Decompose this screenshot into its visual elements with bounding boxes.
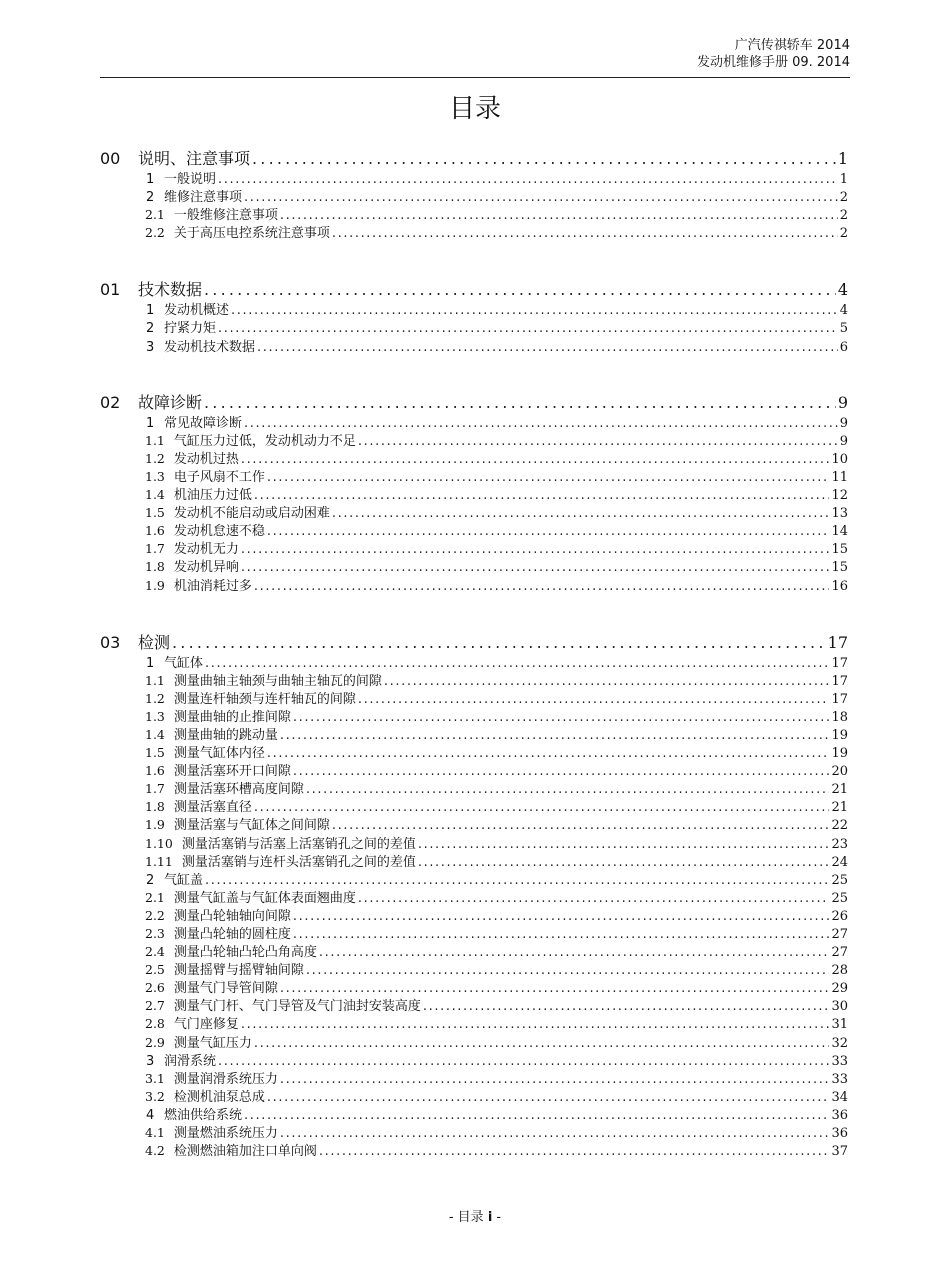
toc-leader-dots	[306, 782, 830, 796]
toc-page-number: 27	[831, 945, 848, 960]
toc-leader-dots	[241, 452, 830, 466]
toc-leader-dots	[231, 303, 838, 317]
toc-entry-label: 机油压力过低	[173, 488, 252, 503]
toc-leader-dots	[254, 1036, 830, 1050]
toc-entry-number: 1.6	[145, 523, 165, 539]
toc-entry-row[interactable]	[100, 1032, 848, 1050]
toc-section	[100, 390, 848, 593]
toc-leader-dots	[254, 579, 830, 593]
toc-entry-number: 2.2	[145, 225, 165, 241]
toc-entry-row[interactable]	[100, 796, 848, 814]
toc-entry-number: 2.7	[145, 998, 165, 1014]
toc-leader-dots	[418, 837, 830, 851]
toc-page-number: 30	[831, 999, 848, 1014]
toc-entry-label: 一般说明	[164, 172, 217, 187]
toc-leader-dots	[267, 1090, 830, 1104]
toc-section	[100, 277, 848, 353]
toc-entry-label: 测量气缸压力	[173, 1035, 252, 1050]
toc-section-number: 00	[100, 149, 121, 168]
toc-entry-label: 维修注意事项	[164, 190, 243, 205]
toc-leader-dots	[254, 800, 830, 814]
toc-entry-row[interactable]	[100, 1104, 848, 1122]
toc-section-row[interactable]	[100, 630, 848, 652]
page-title: 目录	[448, 94, 501, 124]
header-manual: 发动机维修手册 09. 2014	[696, 55, 850, 70]
toc-entry-label: 机油消耗过多	[173, 578, 252, 593]
toc-entry-label: 一般维修注意事项	[173, 208, 278, 223]
toc-entry-label: 测量活塞环槽高度间隙	[173, 782, 304, 797]
toc-entry-row[interactable]	[100, 1068, 848, 1086]
toc-leader-dots	[280, 728, 830, 742]
toc-entry-row[interactable]	[100, 760, 848, 778]
toc-entry-label: 发动机异响	[173, 560, 239, 575]
toc-entry-number: 1	[146, 303, 155, 318]
toc-page-number: 25	[831, 890, 848, 905]
toc-page-number: 4	[837, 280, 848, 300]
toc-entry-label: 测量摇臂与摇臂轴间隙	[173, 963, 304, 978]
toc-leader-dots	[241, 560, 830, 574]
toc-section-number: 02	[100, 392, 121, 412]
toc-page-number: 26	[831, 908, 848, 923]
toc-entry-number: 1.8	[145, 799, 165, 815]
toc-page-number: 2	[839, 208, 848, 223]
toc-entry-number: 2	[146, 190, 155, 205]
toc-section	[100, 146, 848, 240]
toc-page-number: 4	[839, 303, 848, 318]
toc-page-number: 24	[831, 854, 848, 869]
toc-page-number: 9	[837, 392, 848, 412]
toc-page-number: 16	[831, 578, 848, 593]
toc-leader-dots	[384, 674, 830, 688]
toc-leader-dots	[241, 542, 830, 556]
toc-leader-dots	[306, 963, 830, 977]
toc-entry-label: 发动机过热	[173, 451, 239, 466]
toc-entry-label: 测量凸轮轴凸轮凸角高度	[173, 945, 317, 960]
toc-leader-dots	[332, 506, 830, 520]
toc-entry-label: 测量曲轴主轴颈与曲轴主轴瓦的间隙	[173, 673, 382, 688]
toc-leader-dots	[332, 818, 830, 832]
toc-entry-row[interactable]	[100, 706, 848, 724]
toc-leader-dots	[252, 149, 836, 168]
toc-leader-dots	[218, 172, 838, 186]
toc-entry-row[interactable]	[100, 869, 848, 887]
toc-entry-row[interactable]	[100, 814, 848, 832]
footer-prefix: - 目录	[448, 1210, 488, 1225]
toc-entry-label: 测量燃油系统压力	[173, 1126, 278, 1141]
toc-entry-number: 3.2	[145, 1088, 165, 1104]
toc-entry-label: 检测机油泵总成	[173, 1089, 265, 1104]
toc-page-number: 17	[827, 632, 848, 652]
toc-page-number: 9	[839, 433, 848, 448]
toc-leader-dots	[204, 393, 836, 412]
toc-entry-number: 1.11	[145, 853, 173, 869]
toc-section-number: 03	[100, 632, 121, 652]
toc-leader-dots	[257, 340, 838, 354]
toc-entry-label: 气缸体	[164, 655, 204, 670]
toc-page-number: 27	[831, 927, 848, 942]
toc-entry-number: 1.2	[145, 690, 165, 706]
toc-entry-number: 1.4	[145, 487, 165, 503]
toc-entry-number: 1.7	[145, 781, 165, 797]
toc-entry-number: 1.10	[145, 835, 173, 851]
toc-entry-row[interactable]	[100, 724, 848, 742]
toc-entry-number: 1	[146, 172, 155, 187]
toc-entry-number: 1.6	[145, 763, 165, 779]
toc-entry-row[interactable]	[100, 887, 848, 905]
toc-entry-number: 2.1	[145, 207, 165, 223]
toc-entry-row[interactable]	[100, 905, 848, 923]
toc-page-number: 19	[831, 727, 848, 743]
toc-entry-number: 1.4	[145, 726, 165, 742]
toc-entry-number: 3	[146, 339, 155, 354]
toc-entry-number: 2	[146, 872, 155, 887]
toc-entry-label: 气缸压力过低，发动机动力不足	[173, 433, 356, 448]
toc-section-title: 故障诊断	[138, 392, 203, 412]
toc-entry-number: 4.1	[145, 1125, 165, 1141]
toc-entry-number: 2.1	[145, 889, 165, 905]
toc-entry-label: 关于高压电控系统注意事项	[173, 226, 330, 241]
footer-suffix: -	[492, 1210, 502, 1225]
toc-leader-dots	[280, 208, 838, 222]
toc-entry-row[interactable]	[100, 1013, 848, 1031]
toc-entry-label: 燃油供给系统	[164, 1107, 243, 1123]
toc-page-number: 23	[831, 836, 848, 851]
toc-page-number: 17	[831, 691, 848, 706]
toc-entry-row[interactable]	[100, 317, 848, 335]
toc-entry-row[interactable]	[100, 1086, 848, 1104]
toc-page-number: 1	[837, 149, 848, 168]
toc-section-title: 说明、注意事项	[138, 149, 251, 168]
toc-entry-row[interactable]	[100, 556, 848, 574]
toc-entry-row[interactable]	[100, 336, 848, 354]
toc-page-number: 21	[831, 800, 848, 815]
toc-entry-row[interactable]	[100, 1050, 848, 1068]
toc-section-row[interactable]	[100, 146, 848, 168]
toc-entry-label: 电子风扇不工作	[173, 469, 265, 485]
toc-entry-number: 1.1	[145, 672, 165, 688]
toc-page-number: 36	[831, 1107, 848, 1123]
toc-page-number: 28	[831, 963, 848, 978]
toc-entry-label: 测量曲轴的跳动量	[173, 727, 278, 743]
toc-section-title: 技术数据	[138, 280, 203, 300]
toc-page-number: 6	[839, 339, 848, 354]
table-of-contents	[100, 146, 848, 1195]
toc-entry-row[interactable]	[100, 688, 848, 706]
toc-entry-number: 1.2	[145, 450, 165, 466]
toc-entry-label: 测量活塞与气缸体之间间隙	[173, 818, 330, 833]
toc-entry-row[interactable]	[100, 430, 848, 448]
toc-entry-number: 1	[146, 415, 155, 430]
toc-section-row[interactable]	[100, 277, 848, 299]
toc-entry-label: 测量连杆轴颈与连杆轴瓦的间隙	[173, 691, 356, 706]
toc-entry-number: 2	[146, 321, 155, 336]
toc-leader-dots	[319, 945, 830, 959]
toc-entry-label: 测量气门导管间隙	[173, 981, 278, 996]
toc-leader-dots	[241, 1017, 830, 1031]
toc-entry-number: 1.3	[145, 708, 165, 724]
toc-page-number: 34	[831, 1089, 848, 1104]
toc-leader-dots	[423, 999, 830, 1013]
footer-page-number: i	[487, 1210, 493, 1225]
toc-leader-dots	[172, 633, 826, 652]
toc-entry-row[interactable]	[100, 186, 848, 204]
toc-entry-label: 测量气缸盖与气缸体表面翘曲度	[173, 890, 356, 905]
toc-section-number: 01	[100, 280, 121, 300]
toc-page-number: 18	[831, 709, 848, 724]
toc-entry-label: 测量凸轮轴的圆柱度	[173, 927, 291, 942]
toc-page-number: 2	[839, 226, 848, 241]
toc-leader-dots	[332, 226, 838, 240]
toc-entry-row[interactable]	[100, 923, 848, 941]
toc-entry-label: 测量活塞销与连杆头活塞销孔之间的差值	[181, 854, 416, 869]
toc-entry-row[interactable]	[100, 851, 848, 869]
toc-entry-label: 常见故障诊断	[164, 415, 243, 430]
toc-leader-dots	[254, 488, 830, 502]
toc-entry-number: 1.1	[145, 432, 165, 448]
page-footer	[0, 1206, 950, 1225]
toc-page-number: 21	[831, 782, 848, 797]
toc-page-number: 19	[831, 746, 848, 761]
toc-entry-label: 发动机怠速不稳	[173, 524, 265, 539]
toc-entry-number: 1.5	[145, 505, 165, 521]
toc-entry-row[interactable]	[100, 204, 848, 222]
toc-entry-number: 4	[146, 1107, 155, 1123]
toc-leader-dots	[358, 692, 830, 706]
toc-entry-label: 发动机无力	[173, 542, 239, 557]
toc-entry-row[interactable]	[100, 299, 848, 317]
toc-entry-number: 4.2	[145, 1143, 165, 1159]
toc-page-number: 32	[831, 1035, 848, 1050]
toc-entry-label: 测量气缸体内径	[173, 746, 265, 761]
header-vehicle: 广汽传祺轿车 2014	[734, 38, 850, 53]
toc-page-number: 33	[831, 1071, 848, 1086]
toc-entry-row[interactable]	[100, 977, 848, 995]
toc-entry-number: 1.3	[145, 468, 165, 484]
toc-entry-number: 1.5	[145, 745, 165, 761]
toc-entry-row[interactable]	[100, 652, 848, 670]
toc-page-number: 10	[831, 451, 848, 466]
toc-entry-number: 3.1	[145, 1070, 165, 1086]
toc-entry-number: 1.7	[145, 541, 165, 557]
toc-entry-number: 2.4	[145, 944, 165, 960]
toc-leader-dots	[244, 190, 838, 204]
toc-entry-row[interactable]	[100, 941, 848, 959]
toc-entry-row[interactable]	[100, 833, 848, 851]
toc-page-number: 14	[831, 524, 848, 539]
toc-entry-label: 气缸盖	[164, 872, 204, 887]
toc-entry-number: 2.5	[145, 962, 165, 978]
toc-entry-row[interactable]	[100, 520, 848, 538]
toc-leader-dots	[293, 909, 830, 923]
toc-entry-label: 润滑系统	[164, 1053, 217, 1068]
toc-leader-dots	[293, 764, 830, 778]
toc-entry-label: 测量活塞环开口间隙	[173, 764, 291, 779]
toc-leader-dots	[205, 656, 829, 670]
toc-entry-row[interactable]	[100, 670, 848, 688]
toc-leader-dots	[205, 873, 829, 887]
toc-page-number: 37	[831, 1144, 848, 1159]
toc-leader-dots	[267, 746, 830, 760]
toc-entry-label: 发动机概述	[164, 303, 230, 318]
toc-entry-row[interactable]	[100, 1140, 848, 1158]
toc-page-number: 1	[839, 172, 848, 187]
page-header	[697, 37, 850, 71]
toc-leader-dots	[319, 1144, 830, 1158]
toc-page-number: 22	[831, 818, 848, 833]
toc-leader-dots	[280, 981, 830, 995]
toc-entry-number: 2.8	[145, 1016, 165, 1032]
toc-page-number: 25	[831, 872, 848, 887]
toc-entry-row[interactable]	[100, 412, 848, 430]
toc-entry-row[interactable]	[100, 742, 848, 760]
toc-page-number: 13	[831, 506, 848, 521]
toc-section	[100, 630, 848, 1159]
toc-entry-number: 1.9	[145, 817, 165, 833]
toc-entry-label: 测量活塞直径	[173, 800, 252, 815]
toc-leader-dots	[218, 1054, 829, 1068]
toc-leader-dots	[267, 524, 830, 538]
header-rule	[100, 77, 850, 78]
toc-leader-dots	[204, 280, 836, 299]
toc-page-number: 9	[839, 415, 848, 430]
toc-entry-label: 气门座修复	[173, 1017, 239, 1032]
toc-leader-dots	[280, 1126, 830, 1140]
toc-entry-number: 2.3	[145, 926, 165, 941]
toc-section-row[interactable]	[100, 390, 848, 412]
toc-entry-row[interactable]	[100, 538, 848, 556]
toc-entry-label: 测量润滑系统压力	[173, 1071, 278, 1086]
toc-entry-row[interactable]	[100, 1122, 848, 1140]
toc-entry-row[interactable]	[100, 222, 848, 240]
toc-leader-dots	[293, 710, 830, 724]
toc-leader-dots	[358, 891, 830, 905]
toc-page-number: 17	[831, 673, 848, 688]
toc-entry-number: 2.9	[145, 1034, 165, 1050]
toc-page-number: 36	[831, 1126, 848, 1141]
toc-section-title: 检测	[138, 632, 171, 652]
toc-page-number: 31	[831, 1017, 848, 1032]
toc-page-number: 12	[831, 488, 848, 503]
toc-entry-label: 测量活塞销与活塞上活塞销孔之间的差值	[181, 836, 416, 851]
toc-page-number: 29	[831, 981, 848, 996]
toc-entry-number: 1	[146, 655, 155, 670]
toc-entry-row[interactable]	[100, 448, 848, 466]
toc-entry-label: 测量曲轴的止推间隙	[173, 709, 291, 724]
toc-leader-dots	[244, 416, 838, 430]
toc-leader-dots	[358, 434, 838, 448]
toc-page-number: 17	[831, 655, 848, 670]
toc-entry-number: 2.6	[145, 980, 165, 996]
toc-entry-label: 拧紧力矩	[164, 321, 217, 336]
toc-page-number: 15	[831, 542, 848, 557]
toc-entry-row[interactable]	[100, 959, 848, 977]
toc-page-number: 11	[831, 469, 848, 485]
toc-entry-label: 检测燃油箱加注口单向阀	[173, 1144, 317, 1159]
toc-entry-row[interactable]	[100, 778, 848, 796]
toc-page-number: 15	[831, 560, 848, 575]
toc-leader-dots	[418, 855, 830, 869]
toc-page-number: 33	[831, 1053, 848, 1068]
toc-leader-dots	[293, 927, 830, 941]
toc-leader-dots	[218, 321, 838, 335]
toc-entry-row[interactable]	[100, 575, 848, 593]
toc-entry-number: 1.9	[145, 577, 165, 593]
toc-entry-row[interactable]	[100, 484, 848, 502]
toc-leader-dots	[244, 1108, 829, 1122]
toc-entry-label: 测量凸轮轴轴向间隙	[173, 908, 291, 923]
toc-entry-label: 发动机不能启动或启动困难	[173, 506, 330, 521]
toc-entry-row[interactable]	[100, 466, 848, 484]
toc-entry-row[interactable]	[100, 502, 848, 520]
toc-entry-label: 发动机技术数据	[164, 339, 256, 354]
toc-page-number: 5	[839, 321, 848, 336]
toc-page-number: 2	[839, 190, 848, 205]
toc-leader-dots	[280, 1072, 830, 1086]
toc-page-number: 20	[831, 764, 848, 779]
toc-entry-row[interactable]	[100, 168, 848, 186]
toc-leader-dots	[267, 470, 830, 484]
toc-entry-label: 测量气门杆、气门导管及气门油封安装高度	[173, 999, 421, 1014]
toc-entry-number: 2.2	[145, 907, 165, 923]
toc-entry-row[interactable]	[100, 995, 848, 1013]
toc-entry-number: 3	[146, 1053, 155, 1068]
toc-entry-number: 1.8	[145, 559, 165, 575]
